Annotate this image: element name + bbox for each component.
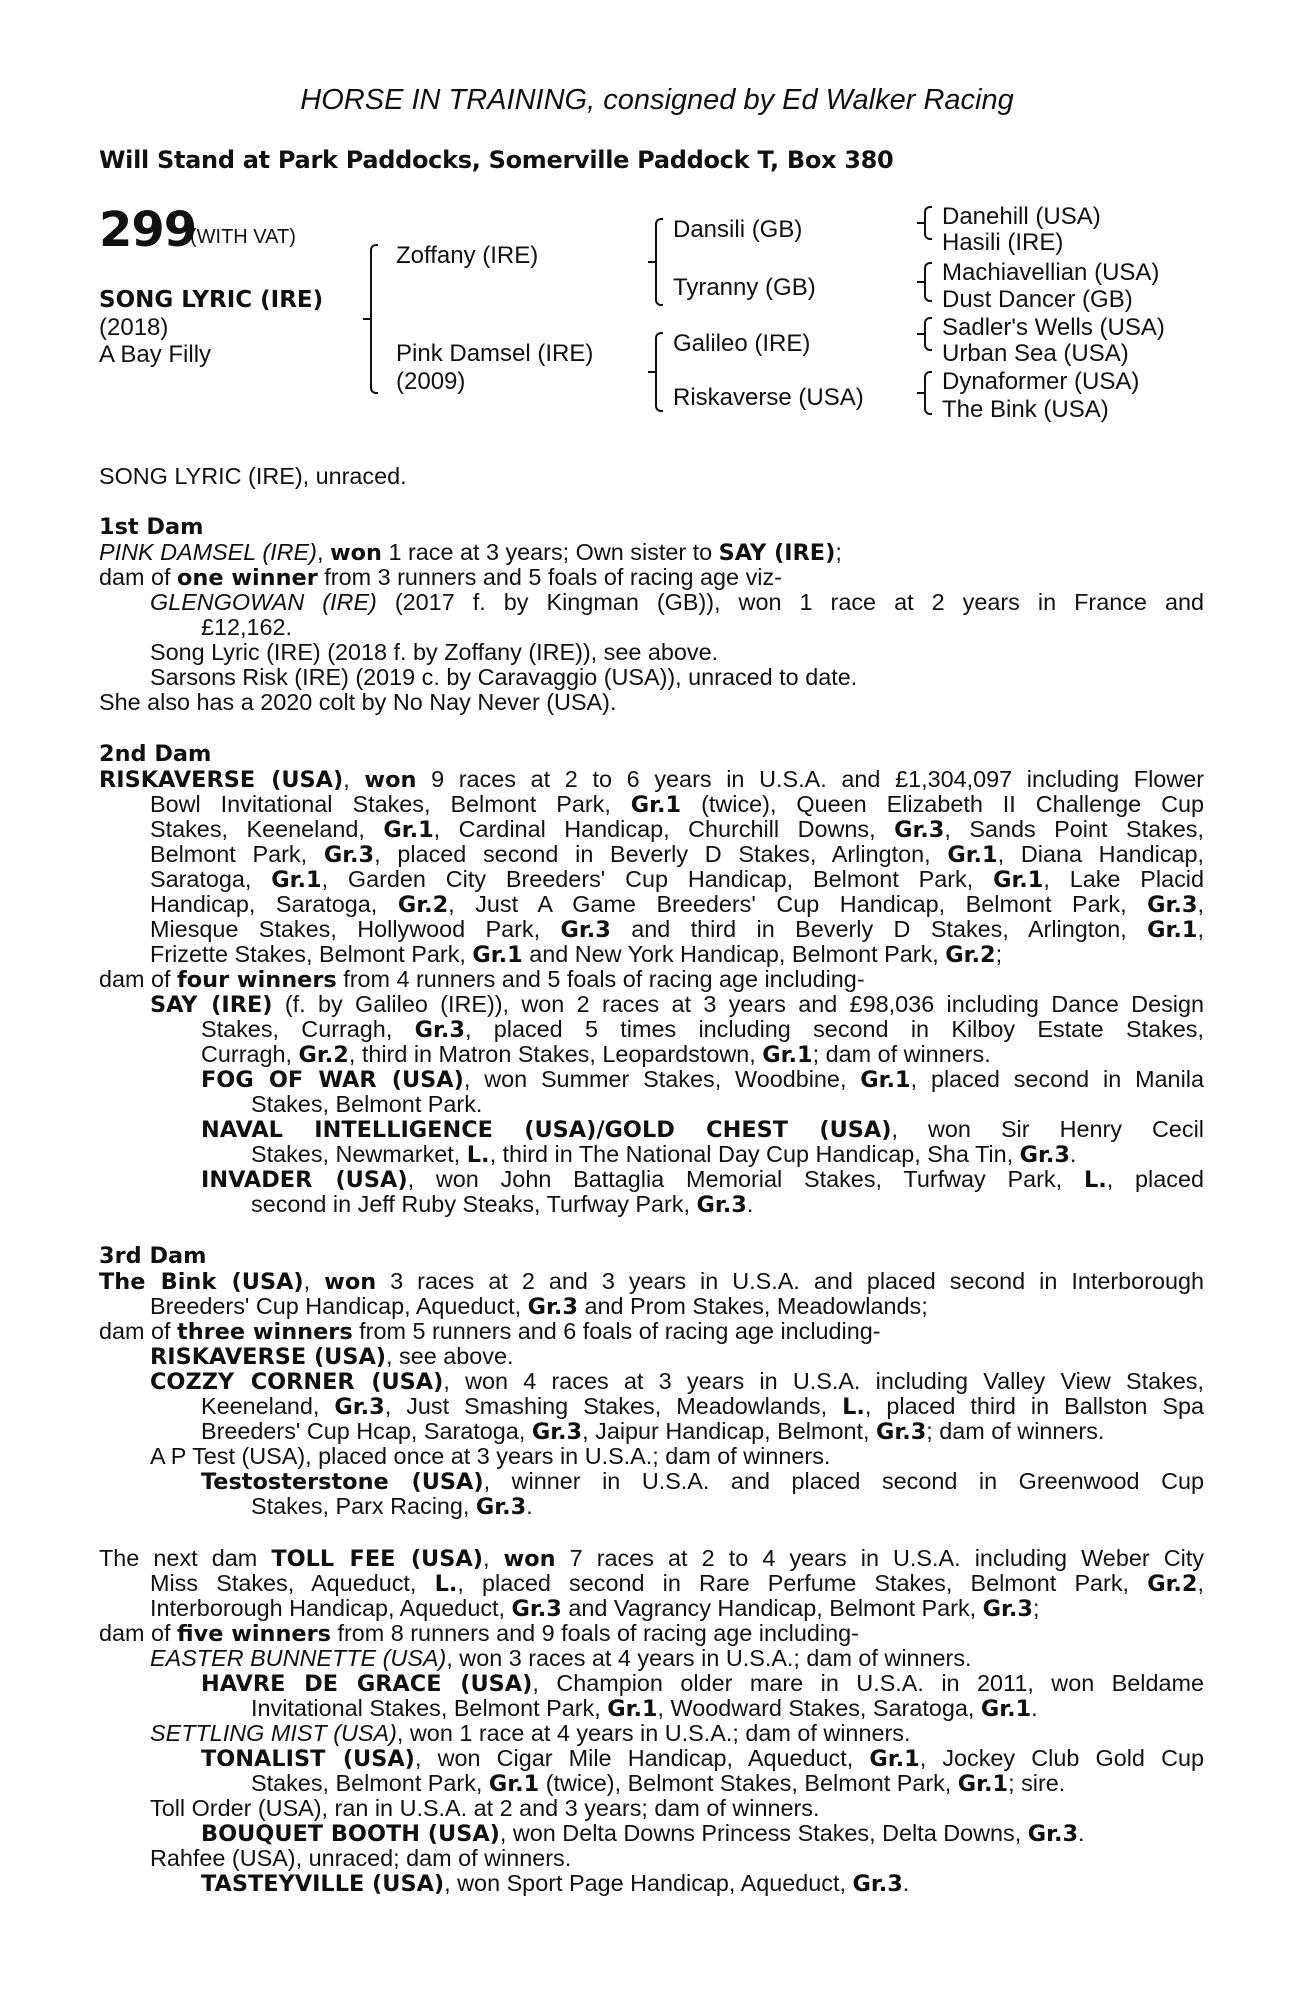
second-dam-line: Curragh, Gr.2, third in Matron Stakes, Leopardstown, Gr.1; dam of winners. [201, 1041, 991, 1068]
pedigree-gen3-4: Dust Dancer (GB) [942, 286, 1133, 313]
third-dam-line: The Bink (USA), won 3 races at 2 and 3 years in U.S.A. and placed second in Interborough [99, 1268, 1205, 1295]
pedigree-sire-dam: Tyranny (GB) [673, 274, 816, 301]
second-dam-line: NAVAL INTELLIGENCE (USA)/GOLD CHEST (USA), won Sir Henry Cecil [201, 1116, 1205, 1143]
third-dam-line: Breeders' Cup Hcap, Saratoga, Gr.3, Jaipur Handicap, Belmont, Gr.3; dam of winners. [201, 1418, 1105, 1445]
pedigree-gen3-2: Hasili (IRE) [942, 229, 1064, 256]
pedigree-brace-2b [655, 332, 663, 412]
pedigree-dam-dam: Riskaverse (USA) [673, 384, 864, 411]
next-dam-line: Stakes, Belmont Park, Gr.1 (twice), Belmont Stakes, Belmont Park, Gr.1; sire. [251, 1770, 1066, 1797]
pedigree-brace-2a [655, 218, 663, 306]
next-dam-line: SETTLING MIST (USA), won 1 race at 4 years in U.S.A.; dam of winners. [150, 1720, 911, 1746]
pedigree-gen3-1: Danehill (USA) [942, 203, 1101, 230]
next-dam-line: BOUQUET BOOTH (USA), won Delta Downs Princess Stakes, Delta Downs, Gr.3. [201, 1820, 1085, 1847]
second-dam-line: Miesque Stakes, Hollywood Park, Gr.3 and third in Beverly D Stakes, Arlington, Gr.1, [150, 916, 1204, 943]
third-dam-line: RISKAVERSE (USA), see above. [150, 1343, 514, 1370]
page-title: HORSE IN TRAINING, consigned by Ed Walker Racing [300, 84, 1014, 116]
first-dam-line: Sarsons Risk (IRE) (2019 c. by Caravaggio (USA)), unraced to date. [150, 664, 858, 690]
next-dam-line: Miss Stakes, Aqueduct, L., placed second in Rare Perfume Stakes, Belmont Park, Gr.2, [150, 1570, 1204, 1597]
pedigree-gen3-7: Dynaformer (USA) [942, 368, 1140, 395]
first-dam-line: PINK DAMSEL (IRE), won 1 race at 3 years; Own sister to SAY (IRE); [99, 539, 842, 566]
pedigree-sire-sire: Dansili (GB) [673, 216, 803, 243]
second-dam-line: SAY (IRE) (f. by Galileo (IRE)), won 2 races at 3 years and £98,036 including Dance Design [150, 991, 1204, 1018]
third-dam-line: Keeneland, Gr.3, Just Smashing Stakes, Meadowlands, L., placed third in Ballston Spa [201, 1393, 1204, 1420]
pedigree-brace-1 [370, 244, 378, 394]
second-dam-line: Bowl Invitational Stakes, Belmont Park, Gr.1 (twice), Queen Elizabeth II Challenge Cup [150, 791, 1204, 818]
third-dam-line: COZZY CORNER (USA), won 4 races at 3 years in U.S.A. including Valley View Stakes, [150, 1368, 1204, 1395]
horse-name: SONG LYRIC (IRE) [99, 287, 324, 313]
pedigree-gen3-3: Machiavellian (USA) [942, 259, 1160, 286]
second-dam-line: Saratoga, Gr.1, Garden City Breeders' Cup Handicap, Belmont Park, Gr.1, Lake Placid [150, 866, 1204, 893]
second-dam-heading: 2nd Dam [99, 741, 212, 767]
pedigree-dam-year: (2009) [396, 368, 466, 395]
second-dam-line: Stakes, Keeneland, Gr.1, Cardinal Handicap, Churchill Downs, Gr.3, Sands Point Stakes, [150, 816, 1204, 843]
third-dam-line: dam of three winners from 5 runners and 6 foals of racing age including- [99, 1318, 881, 1345]
first-dam-line: She also has a 2020 colt by No Nay Never (USA). [99, 689, 617, 715]
next-dam-line: TONALIST (USA), won Cigar Mile Handicap, Aqueduct, Gr.1, Jockey Club Gold Cup [201, 1745, 1204, 1772]
horse-year: (2018) [99, 314, 169, 341]
second-dam-line: Stakes, Curragh, Gr.3, placed 5 times including second in Kilboy Estate Stakes, [201, 1016, 1204, 1043]
third-dam-line: Breeders' Cup Handicap, Aqueduct, Gr.3 and Prom Stakes, Meadowlands; [150, 1293, 928, 1320]
second-dam-line: Stakes, Belmont Park. [251, 1091, 483, 1117]
second-dam-line: Handicap, Saratoga, Gr.2, Just A Game Breeders' Cup Handicap, Belmont Park, Gr.3, [150, 891, 1204, 918]
next-dam-line: Rahfee (USA), unraced; dam of winners. [150, 1845, 572, 1871]
second-dam-line: Belmont Park, Gr.3, placed second in Beverly D Stakes, Arlington, Gr.1, Diana Handicap, [150, 841, 1205, 868]
third-dam-line: A P Test (USA), placed once at 3 years in U.S.A.; dam of winners. [150, 1443, 831, 1469]
stand-location: Will Stand at Park Paddocks, Somerville Paddock T, Box 380 [99, 146, 894, 174]
first-dam-line: Song Lyric (IRE) (2018 f. by Zoffany (IRE)), see above. [150, 639, 719, 665]
first-dam-line: GLENGOWAN (IRE) (2017 f. by Kingman (GB)), won 1 race at 2 years in France and [150, 589, 1204, 615]
next-dam-line: HAVRE DE GRACE (USA), Champion older mare in U.S.A. in 2011, won Beldame [201, 1670, 1204, 1697]
first-dam-heading: 1st Dam [99, 514, 204, 540]
first-dam-line: £12,162. [201, 614, 293, 640]
next-dam-line: The next dam TOLL FEE (USA), won 7 races at 2 to 4 years in U.S.A. including Weber City [99, 1545, 1205, 1572]
second-dam-line: dam of four winners from 4 runners and 5 foals of racing age including- [99, 966, 865, 993]
third-dam-line: Testosterstone (USA), winner in U.S.A. and placed second in Greenwood Cup [201, 1468, 1205, 1495]
pedigree-gen3-5: Sadler's Wells (USA) [942, 314, 1165, 341]
second-dam-line: second in Jeff Ruby Steaks, Turfway Park, Gr.3. [251, 1191, 754, 1218]
second-dam-line: Stakes, Newmarket, L., third in The National Day Cup Handicap, Sha Tin, Gr.3. [251, 1141, 1077, 1168]
next-dam-line: Toll Order (USA), ran in U.S.A. at 2 and 3 years; dam of winners. [150, 1795, 820, 1821]
pedigree-gen3-6: Urban Sea (USA) [942, 340, 1129, 367]
next-dam-line: Invitational Stakes, Belmont Park, Gr.1, Woodward Stakes, Saratoga, Gr.1. [251, 1695, 1038, 1722]
horse-description: A Bay Filly [99, 341, 212, 368]
pedigree-dam: Pink Damsel (IRE) [396, 340, 594, 367]
next-dam-line: dam of five winners from 8 runners and 9 foals of racing age including- [99, 1620, 859, 1647]
third-dam-heading: 3rd Dam [99, 1243, 207, 1269]
pedigree-brace-3a [924, 206, 932, 240]
second-dam-line: FOG OF WAR (USA), won Summer Stakes, Woodbine, Gr.1, placed second in Manila [201, 1066, 1204, 1093]
pedigree-brace-3d [924, 371, 932, 415]
first-dam-line: dam of one winner from 3 runners and 5 foals of racing age viz- [99, 564, 782, 591]
next-dam-line: Interborough Handicap, Aqueduct, Gr.3 and Vagrancy Handicap, Belmont Park, Gr.3; [150, 1595, 1040, 1622]
third-dam-line: Stakes, Parx Racing, Gr.3. [251, 1493, 533, 1520]
pedigree-sire: Zoffany (IRE) [396, 242, 539, 269]
pedigree-brace-3c [924, 317, 932, 351]
pedigree-dam-sire: Galileo (IRE) [673, 330, 811, 357]
lot-vat: (WITH VAT) [190, 226, 296, 248]
second-dam-line: Frizette Stakes, Belmont Park, Gr.1 and New York Handicap, Belmont Park, Gr.2; [150, 941, 1003, 968]
pedigree-brace-3b [924, 262, 932, 302]
race-summary: SONG LYRIC (IRE), unraced. [99, 463, 407, 489]
pedigree-gen3-8: The Bink (USA) [942, 396, 1109, 423]
next-dam-line: EASTER BUNNETTE (USA), won 3 races at 4 years in U.S.A.; dam of winners. [150, 1645, 972, 1671]
lot-number: 299 [99, 202, 197, 258]
second-dam-line: INVADER (USA), won John Battaglia Memorial Stakes, Turfway Park, L., placed [201, 1166, 1204, 1193]
next-dam-line: TASTEYVILLE (USA), won Sport Page Handicap, Aqueduct, Gr.3. [201, 1870, 910, 1897]
second-dam-line: RISKAVERSE (USA), won 9 races at 2 to 6 years in U.S.A. and £1,304,097 including Flower [99, 766, 1204, 793]
